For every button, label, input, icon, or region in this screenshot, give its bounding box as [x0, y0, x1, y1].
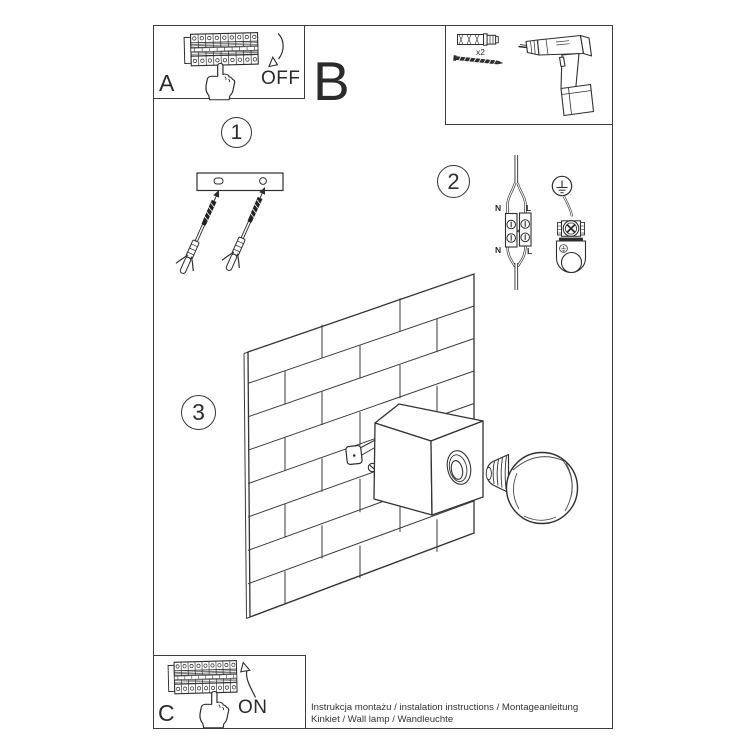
arrow-down-icon: [269, 34, 283, 67]
terminal-block: [506, 213, 532, 247]
light-bulb: [486, 453, 577, 524]
plug-count-label: x2: [476, 47, 485, 57]
footer-line-2: Kinkiet / Wall lamp / Wandleuchte: [311, 714, 454, 726]
wire-top-l-label: L: [526, 203, 532, 213]
wire-bottom-l-label: L: [527, 246, 533, 256]
drill-icon: [519, 36, 594, 116]
breaker-panel-off-icon: [184, 33, 258, 66]
box-c-label: C: [158, 700, 175, 726]
section-b-label: B: [313, 50, 350, 112]
step-3-badge: [181, 395, 216, 430]
step-3-number: 3: [192, 399, 205, 425]
mounting-bracket: [197, 173, 283, 191]
arrow-up-icon: [241, 663, 256, 698]
step-2-number: 2: [447, 168, 460, 194]
step-1-number: 1: [230, 120, 243, 144]
ground-terminal: [557, 197, 586, 273]
box-a-label: A: [159, 70, 175, 96]
step-1-badge: [221, 117, 252, 148]
anchor-screw-right-icon: [219, 183, 273, 274]
breaker-panel-on-icon: [168, 661, 237, 694]
ground-symbol-icon: [552, 176, 571, 195]
anchor-screw-left-icon: [173, 186, 227, 277]
wire-top-n-label: N: [495, 203, 502, 213]
footer-line-1: Instrukcja montażu / instalation instructions / Montageanleitung: [311, 702, 579, 713]
footer-title-block: [311, 702, 609, 726]
step-2-badge: [437, 165, 470, 198]
on-label: ON: [238, 697, 268, 718]
hand-press-on-icon: [200, 691, 229, 727]
hand-press-off-icon: [206, 63, 235, 99]
off-label: OFF: [261, 68, 301, 89]
cube-lamp: [374, 404, 483, 515]
wall-plug-icon: [458, 34, 499, 45]
wire-bottom-n-label: N: [495, 245, 502, 255]
